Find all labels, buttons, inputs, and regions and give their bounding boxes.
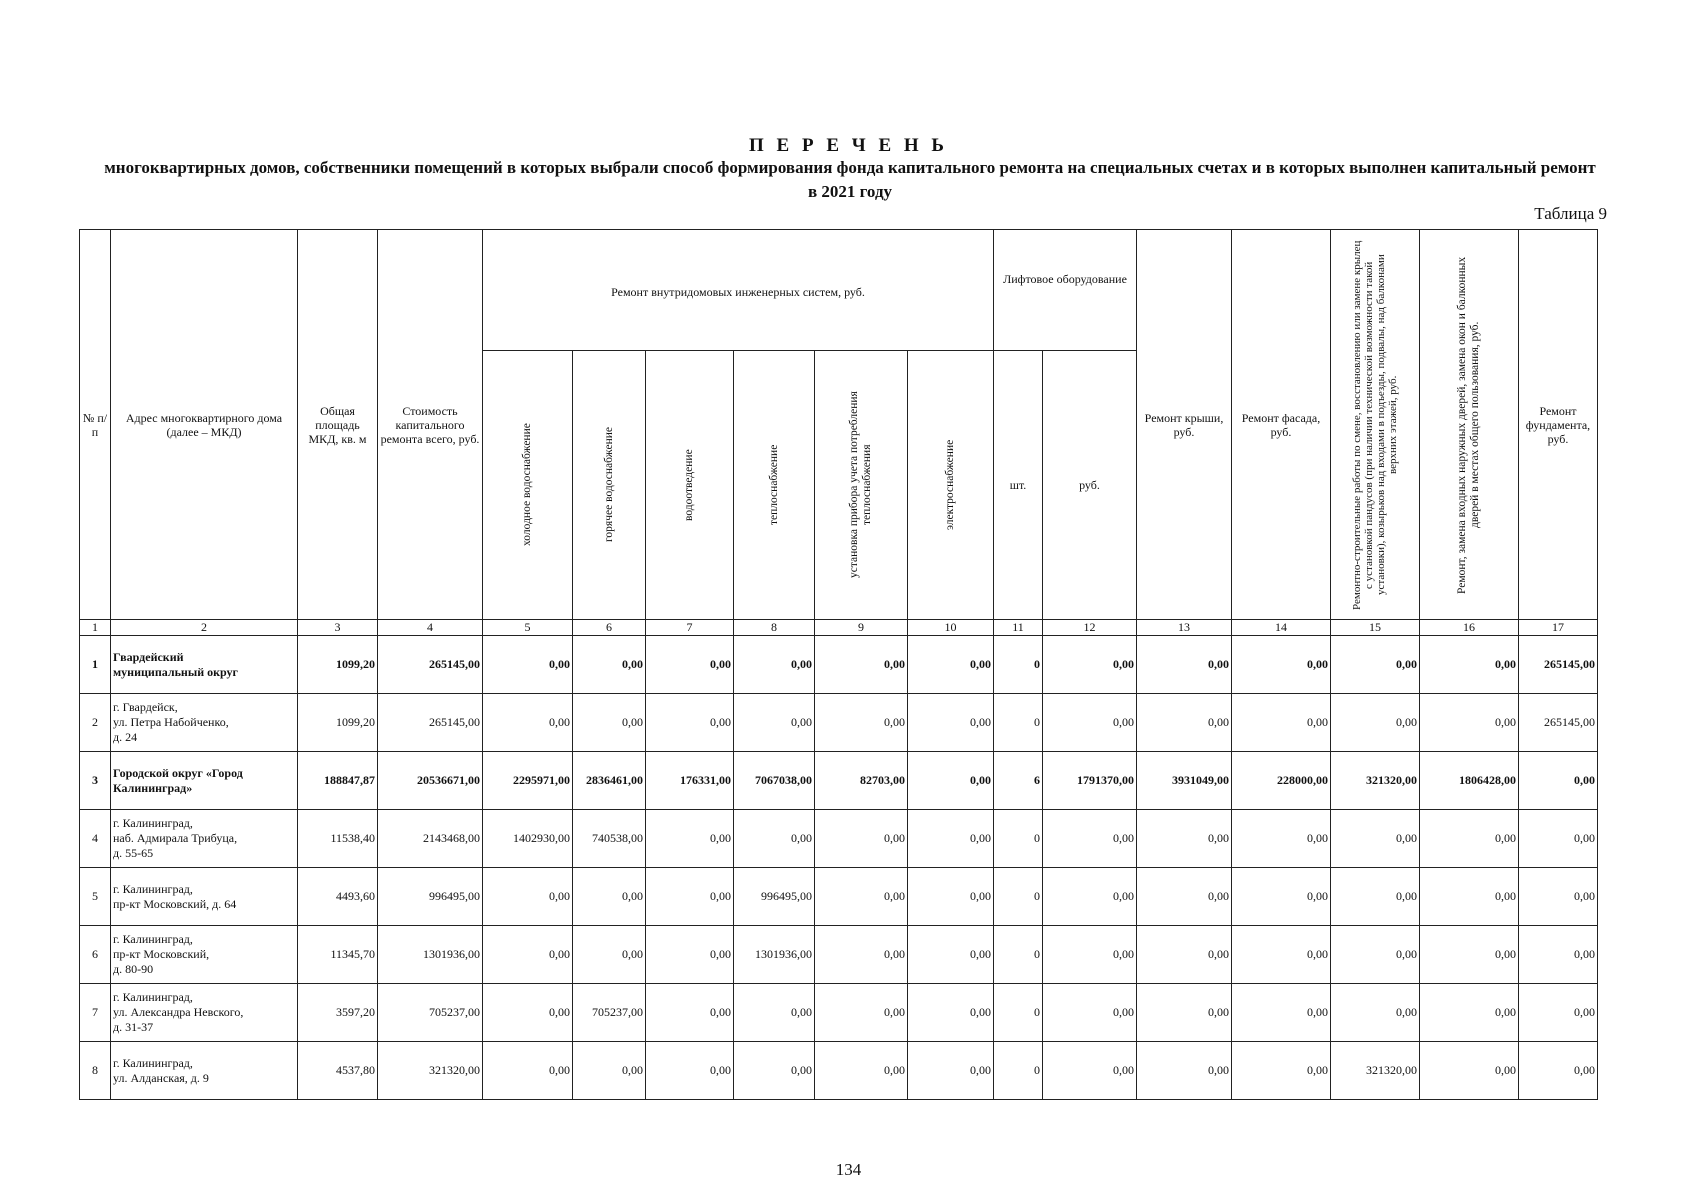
value-cell: 0,00 <box>1137 984 1232 1042</box>
value-cell: 0,00 <box>1519 984 1598 1042</box>
value-cell: 2295971,00 <box>483 752 573 810</box>
column-number: 1 <box>80 620 111 636</box>
value-cell: 0,00 <box>908 1042 994 1100</box>
value-cell: 0,00 <box>1137 694 1232 752</box>
value-cell: 1099,20 <box>298 636 378 694</box>
value-cell: 0,00 <box>1232 636 1331 694</box>
value-cell: 3597,20 <box>298 984 378 1042</box>
value-cell: 1301936,00 <box>734 926 815 984</box>
value-cell: 265145,00 <box>1519 694 1598 752</box>
value-cell: 0,00 <box>1420 868 1519 926</box>
value-cell: 176331,00 <box>646 752 734 810</box>
header-area: Общая площадь МКД, кв. м <box>298 230 378 620</box>
capital-repair-table <box>79 229 1598 1100</box>
value-cell: 321320,00 <box>378 1042 483 1100</box>
document-title: П Е Р Е Ч Е Н Ь <box>749 135 948 156</box>
table-row <box>80 810 1598 868</box>
column-number: 11 <box>994 620 1043 636</box>
table-row <box>80 984 1598 1042</box>
value-cell: 0,00 <box>908 636 994 694</box>
value-cell: 0,00 <box>1331 636 1420 694</box>
value-cell: 11345,70 <box>298 926 378 984</box>
value-cell: 0,00 <box>1043 636 1137 694</box>
header-foundation: Ремонт фундамента, руб. <box>1519 230 1598 620</box>
column-number: 10 <box>908 620 994 636</box>
value-cell: 7067038,00 <box>734 752 815 810</box>
value-cell: 0,00 <box>1331 810 1420 868</box>
value-cell: 0,00 <box>1137 810 1232 868</box>
header-elevator-group: Лифтовое оборудование <box>994 230 1137 351</box>
value-cell: 0,00 <box>1137 636 1232 694</box>
address-line: г. Калининград, <box>113 816 193 830</box>
value-cell: 0,00 <box>1519 868 1598 926</box>
value-cell: 0,00 <box>1519 1042 1598 1100</box>
column-number: 2 <box>111 620 298 636</box>
address-line: г. Калининград, <box>113 990 193 1004</box>
address-line: наб. Адмирала Трибуца, <box>113 831 238 845</box>
address-line: ул. Александра Невского, <box>113 1005 244 1019</box>
value-cell: 0,00 <box>1232 694 1331 752</box>
value-cell: 265145,00 <box>378 636 483 694</box>
value-cell: 0,00 <box>573 636 646 694</box>
value-cell: 0,00 <box>1137 1042 1232 1100</box>
column-number: 12 <box>1043 620 1137 636</box>
value-cell: 0,00 <box>646 810 734 868</box>
value-cell: 0,00 <box>908 984 994 1042</box>
value-cell: 0,00 <box>1232 868 1331 926</box>
value-cell: 0,00 <box>908 926 994 984</box>
value-cell: 0,00 <box>483 868 573 926</box>
header-cost: Стоимость капитального ремонта всего, руб. <box>378 230 483 620</box>
value-cell: 0,00 <box>1420 694 1519 752</box>
value-cell: 1791370,00 <box>1043 752 1137 810</box>
value-cell: 2836461,00 <box>573 752 646 810</box>
value-cell: 321320,00 <box>1331 752 1420 810</box>
address-cell <box>111 810 298 868</box>
value-cell: 1301936,00 <box>378 926 483 984</box>
address-line: д. 31-37 <box>113 1020 154 1034</box>
column-number: 8 <box>734 620 815 636</box>
value-cell: 0,00 <box>815 636 908 694</box>
value-cell: 0,00 <box>1232 984 1331 1042</box>
value-cell: 6 <box>994 752 1043 810</box>
column-number: 15 <box>1331 620 1420 636</box>
value-cell: 0 <box>994 636 1043 694</box>
address-line: Калининград» <box>113 780 193 795</box>
value-cell: 0,00 <box>815 1042 908 1100</box>
address-line: г. Калининград, <box>113 1055 193 1070</box>
address-line: д. 24 <box>113 730 138 744</box>
header-electricity <box>908 351 994 620</box>
header-construction-text: Ремонтно-строительные работы по смене, восстановлению или замене крылец с установкой пандусов (при наличии технической возможности такой установки), козырьков над входами в подъезды, подвалы, над балконами верхних этажей, руб. <box>1351 239 1399 610</box>
column-number: 16 <box>1420 620 1519 636</box>
header-meter-text: установка прибора учета потребления теплоснабжения <box>848 391 873 579</box>
column-number-row <box>80 620 1598 636</box>
address-line: Городской округ «Город <box>113 765 243 780</box>
table-label: Таблица 9 <box>1534 204 1607 223</box>
value-cell: 0,00 <box>1232 810 1331 868</box>
value-cell: 0,00 <box>483 926 573 984</box>
header-electricity-text: электроснабжение <box>944 439 956 531</box>
value-cell: 705237,00 <box>573 984 646 1042</box>
value-cell: 0,00 <box>1420 984 1519 1042</box>
value-cell: 0,00 <box>1232 926 1331 984</box>
value-cell: 0,00 <box>734 810 815 868</box>
row-number: 5 <box>80 868 111 926</box>
value-cell: 4537,80 <box>298 1042 378 1100</box>
value-cell: 0,00 <box>1331 926 1420 984</box>
header-roof: Ремонт крыши, руб. <box>1137 230 1232 620</box>
value-cell: 1099,20 <box>298 694 378 752</box>
address-cell <box>111 926 298 984</box>
address-line: д. 55-65 <box>113 846 154 860</box>
table-row <box>80 1042 1598 1100</box>
column-number: 3 <box>298 620 378 636</box>
value-cell: 0,00 <box>483 984 573 1042</box>
address-line: г. Калининград, <box>113 932 193 946</box>
address-line: пр-кт Московский, <box>113 947 210 961</box>
header-drainage-text: водоотведение <box>683 449 695 521</box>
table-row <box>80 694 1598 752</box>
value-cell: 0,00 <box>1043 984 1137 1042</box>
value-cell: 0 <box>994 1042 1043 1100</box>
column-number: 14 <box>1232 620 1331 636</box>
value-cell: 996495,00 <box>734 868 815 926</box>
value-cell: 0,00 <box>1420 636 1519 694</box>
value-cell: 0,00 <box>734 984 815 1042</box>
value-cell: 0,00 <box>908 868 994 926</box>
address-line: муниципальный округ <box>113 664 239 679</box>
value-cell: 0,00 <box>1519 810 1598 868</box>
value-cell: 0 <box>994 868 1043 926</box>
column-number: 9 <box>815 620 908 636</box>
value-cell: 0,00 <box>1232 1042 1331 1100</box>
value-cell: 0,00 <box>734 636 815 694</box>
header-construction <box>1331 230 1420 620</box>
column-number: 6 <box>573 620 646 636</box>
value-cell: 0,00 <box>1043 926 1137 984</box>
value-cell: 0,00 <box>908 694 994 752</box>
value-cell: 0,00 <box>1420 810 1519 868</box>
value-cell: 0,00 <box>646 868 734 926</box>
value-cell: 1806428,00 <box>1420 752 1519 810</box>
value-cell: 0,00 <box>483 694 573 752</box>
value-cell: 0,00 <box>646 694 734 752</box>
address-cell <box>111 984 298 1042</box>
value-cell: 0,00 <box>1137 926 1232 984</box>
value-cell: 0,00 <box>1043 810 1137 868</box>
value-cell: 0,00 <box>1043 1042 1137 1100</box>
value-cell: 2143468,00 <box>378 810 483 868</box>
page-number: 134 <box>835 1160 862 1179</box>
address-cell <box>111 636 298 694</box>
value-cell: 228000,00 <box>1232 752 1331 810</box>
address-line: ул. Алданская, д. 9 <box>113 1070 209 1085</box>
header-num: № п/п <box>80 230 111 620</box>
value-cell: 0,00 <box>1519 752 1598 810</box>
header-heating <box>734 351 815 620</box>
value-cell: 0,00 <box>908 752 994 810</box>
value-cell: 0 <box>994 694 1043 752</box>
value-cell: 0,00 <box>646 636 734 694</box>
table-row <box>80 868 1598 926</box>
row-number: 6 <box>80 926 111 984</box>
value-cell: 996495,00 <box>378 868 483 926</box>
column-number: 13 <box>1137 620 1232 636</box>
value-cell: 0 <box>994 810 1043 868</box>
value-cell: 4493,60 <box>298 868 378 926</box>
header-heating-text: теплоснабжение <box>767 444 780 526</box>
address-cell <box>111 868 298 926</box>
header-meter <box>815 351 908 620</box>
header-elevator-rub: руб. <box>1043 351 1137 620</box>
value-cell: 1402930,00 <box>483 810 573 868</box>
value-cell: 0,00 <box>573 926 646 984</box>
value-cell: 0,00 <box>1331 694 1420 752</box>
address-line: Гвардейский <box>113 649 184 664</box>
value-cell: 0,00 <box>573 1042 646 1100</box>
row-number: 7 <box>80 984 111 1042</box>
value-cell: 0,00 <box>815 694 908 752</box>
address-cell <box>111 1042 298 1100</box>
value-cell: 265145,00 <box>1519 636 1598 694</box>
address-line: г. Калининград, <box>113 881 193 896</box>
value-cell: 0,00 <box>1420 926 1519 984</box>
value-cell: 321320,00 <box>1331 1042 1420 1100</box>
document-subtitle: многоквартирных домов, собственники помещений в которых выбрали способ формирования фонда капитального ремонта на специальных счетах и в которых выполнен капитальный ремонт в 2021 году <box>104 158 1596 201</box>
column-number: 7 <box>646 620 734 636</box>
row-number: 3 <box>80 752 111 810</box>
value-cell: 0,00 <box>815 984 908 1042</box>
value-cell: 0,00 <box>483 636 573 694</box>
value-cell: 3931049,00 <box>1137 752 1232 810</box>
address-cell <box>111 752 298 810</box>
header-hot-water <box>573 351 646 620</box>
value-cell: 0,00 <box>646 984 734 1042</box>
address-line: пр-кт Московский, д. 64 <box>113 896 237 911</box>
value-cell: 740538,00 <box>573 810 646 868</box>
value-cell: 265145,00 <box>378 694 483 752</box>
header-cold-water <box>483 351 573 620</box>
value-cell: 11538,40 <box>298 810 378 868</box>
address-cell <box>111 694 298 752</box>
row-number: 4 <box>80 810 111 868</box>
address-line: г. Гвардейск, <box>113 700 178 714</box>
value-cell: 0,00 <box>646 1042 734 1100</box>
value-cell: 20536671,00 <box>378 752 483 810</box>
table-row <box>80 636 1598 694</box>
value-cell: 0,00 <box>573 868 646 926</box>
header-address: Адрес многоквартирного дома (далее – МКД) <box>111 230 298 620</box>
header-elevator-units: шт. <box>994 351 1043 620</box>
value-cell: 0,00 <box>815 810 908 868</box>
value-cell: 0,00 <box>646 926 734 984</box>
header-doors-windows-text: Ремонт, замена входных наружных дверей, замена окон и балконных дверей в местах общего пользования, руб. <box>1456 255 1481 594</box>
value-cell: 0,00 <box>1331 984 1420 1042</box>
value-cell: 0,00 <box>908 810 994 868</box>
value-cell: 0,00 <box>1420 1042 1519 1100</box>
value-cell: 0,00 <box>1137 868 1232 926</box>
table-row <box>80 926 1598 984</box>
header-doors-windows <box>1420 230 1519 620</box>
value-cell: 0,00 <box>1519 926 1598 984</box>
row-number: 8 <box>80 1042 111 1100</box>
row-number: 2 <box>80 694 111 752</box>
header-cold-water-text: холодное водоснабжение <box>521 423 533 547</box>
value-cell: 0,00 <box>573 694 646 752</box>
header-hot-water-text: горячее водоснабжение <box>602 427 615 543</box>
column-number: 17 <box>1519 620 1598 636</box>
value-cell: 82703,00 <box>815 752 908 810</box>
address-line: д. 80-90 <box>113 962 154 976</box>
value-cell: 0,00 <box>1331 868 1420 926</box>
value-cell: 0,00 <box>815 926 908 984</box>
value-cell: 0,00 <box>815 868 908 926</box>
value-cell: 0 <box>994 984 1043 1042</box>
row-number: 1 <box>80 636 111 694</box>
value-cell: 0,00 <box>483 1042 573 1100</box>
value-cell: 188847,87 <box>298 752 378 810</box>
value-cell: 0 <box>994 926 1043 984</box>
value-cell: 0,00 <box>734 694 815 752</box>
header-facade: Ремонт фасада, руб. <box>1232 230 1331 620</box>
value-cell: 0,00 <box>734 1042 815 1100</box>
address-line: ул. Петра Набойченко, <box>113 715 229 729</box>
header-drainage <box>646 351 734 620</box>
value-cell: 0,00 <box>1043 868 1137 926</box>
value-cell: 705237,00 <box>378 984 483 1042</box>
table-row <box>80 752 1598 810</box>
header-engineering-group: Ремонт внутридомовых инженерных систем, руб. <box>483 230 994 351</box>
column-number: 4 <box>378 620 483 636</box>
column-number: 5 <box>483 620 573 636</box>
value-cell: 0,00 <box>1043 694 1137 752</box>
